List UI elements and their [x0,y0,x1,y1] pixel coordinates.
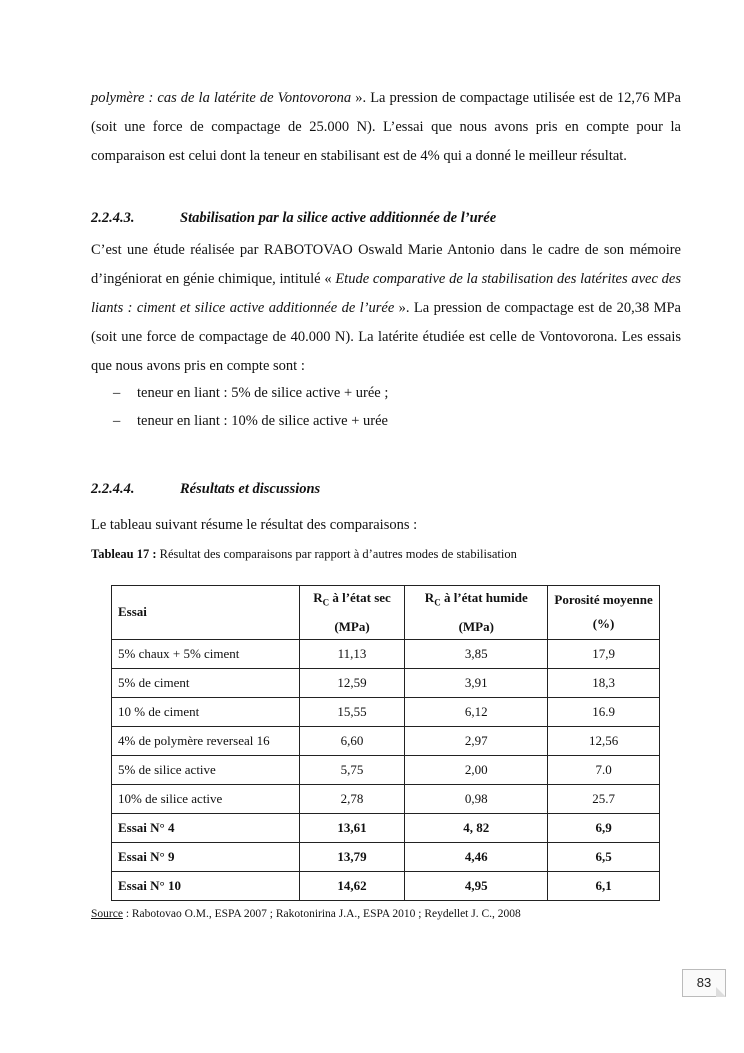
table-row: 5% chaux + 5% ciment 11,13 3,85 17,9 [112,639,660,668]
section-number: 2.2.4.3. [91,210,135,226]
table-row: 5% de silice active 5,75 2,00 7.0 [112,755,660,784]
section-a-italic-title: Etude comparative de la stabilisation des latérites avec des liants : ciment et silice active additionnée de l’urée [91,271,681,316]
section-title: Stabilisation par la silice active additionnée de l’urée [180,210,497,226]
section-a-paragraph [91,236,681,381]
header-rc-sec: $R_C$ à l’état sec (MPa) [299,586,405,640]
caption-text: Résultat des comparaisons par rapport à d’autres modes de stabilisation [156,547,517,561]
table-row: 10 % de ciment 15,55 6,12 16.9 [112,697,660,726]
intro-italic-title: polymère : cas de la latérite de Vontovorona [91,90,352,106]
intro-text: ». La pression de compactage utilisée est de 12,76 MPa (soit une force de compactage de 25.000 N). L’essai que nous avons pris en compte pour la comparaison est celui dont la teneur en stabilisant est de 4% qui a donné le meilleur résultat. [91,90,681,164]
table-source [91,908,521,920]
table-header-row [112,586,660,640]
page-number [682,969,726,997]
section-heading-2-2-4-3 [91,210,681,227]
caption-label: Tableau 17 : [91,547,157,561]
table-row-highlight: Essai N° 10 14,62 4,95 6,1 [112,871,660,900]
section-heading-2-2-4-4 [91,481,681,498]
header-essai: Essai [112,586,300,640]
page-fold-icon [716,987,726,997]
table-row: 4% de polymère reverseal 16 6,60 2,97 12,56 [112,726,660,755]
table-row-highlight: Essai N° 4 13,61 4, 82 6,9 [112,813,660,842]
page-number-text: 83 [696,975,712,990]
section-number: 2.2.4.4. [91,481,135,497]
list-item [113,379,673,407]
intro-paragraph [91,84,681,171]
table-row: 5% de ciment 12,59 3,91 18,3 [112,668,660,697]
section-title: Résultats et discussions [180,481,321,497]
section-a-text-1: C’est une étude réalisée par RABOTOVAO Oswald Marie Antonio dans le cadre de son mémoire d’ingéniorat en génie chimique, intitulé « [91,242,681,287]
source-label: Source [91,908,123,920]
dash-bullet: – [113,413,121,429]
dash-bullet: – [113,385,121,401]
header-rc-humide: $R_C$ à l’état humide (MPa) [405,586,548,640]
table-row-highlight: Essai N° 9 13,79 4,46 6,5 [112,842,660,871]
header-porosite: Porosité moyenne (%) [548,586,660,640]
table-row: 10% de silice active 2,78 0,98 25.7 [112,784,660,813]
source-text: : Rabotovao O.M., ESPA 2007 ; Rakotonirina J.A., ESPA 2010 ; Reydellet J. C., 2008 [122,908,521,920]
list-item-text: teneur en liant : 10% de silice active + urée [137,413,388,429]
comparison-table [111,585,660,901]
list-item [113,407,673,435]
section-b-paragraph: Le tableau suivant résume le résultat des comparaisons : [91,517,418,533]
section-a-text-2: ». La pression de compactage est de 20,38 MPa (soit une force de compactage de 40.000 N). La latérite étudiée est celle de Vontovorona. Les essais que nous avons pris en compte sont : [91,300,681,374]
table-caption [91,547,517,562]
list-item-text: teneur en liant : 5% de silice active + urée ; [137,385,389,401]
bullet-list [113,379,673,435]
